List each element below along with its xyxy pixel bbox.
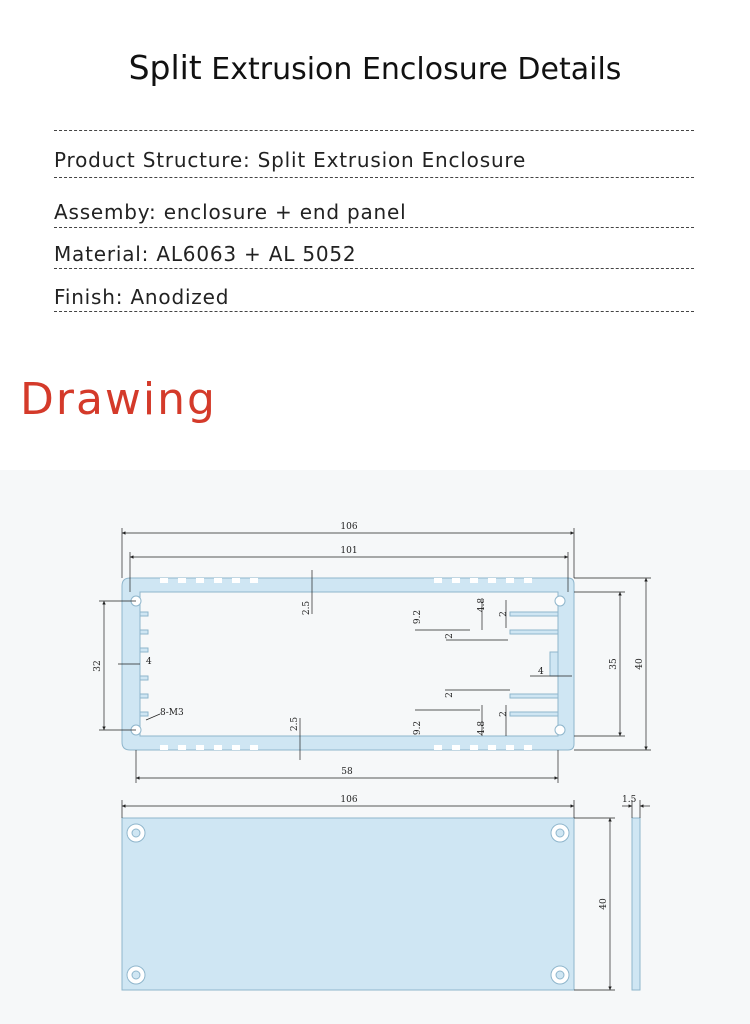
dim-height-inner: 35 xyxy=(609,658,619,670)
spec-value: Anodized xyxy=(130,285,230,309)
spec-sep: : xyxy=(115,285,124,309)
dim-width-inner: 101 xyxy=(340,546,358,556)
spec-sep: : xyxy=(149,200,157,224)
dim-panel-width: 106 xyxy=(340,795,358,805)
end-panel-plate xyxy=(122,818,574,990)
spec-label: Product Structure xyxy=(54,148,243,172)
spec-label: Finish xyxy=(54,285,116,309)
spec-value: Split Extrusion Enclosure xyxy=(257,148,527,172)
dim-rail-bottom-offset: 9.2 xyxy=(413,720,423,736)
dim-height-outer: 40 xyxy=(635,658,645,670)
spec-value: AL6063 + AL 5052 xyxy=(156,242,357,266)
end-panel-side xyxy=(632,818,640,990)
dim-slot-width-right: 4 xyxy=(538,667,544,677)
dim-slot-width-left: 4 xyxy=(146,657,152,667)
dim-panel-height: 40 xyxy=(599,898,609,910)
dim-wall-top: 2.5 xyxy=(302,600,312,616)
dim-rail-top-offset: 9.2 xyxy=(413,609,423,625)
dim-rail-bottom-gap: 4.8 xyxy=(477,720,487,736)
screw-note: 8-M3 xyxy=(160,708,184,718)
dim-rail-top-small-b: 2 xyxy=(445,633,455,639)
profile-ribs xyxy=(140,609,558,716)
title-emphasis: Split xyxy=(128,48,202,87)
dim-slot-span: 32 xyxy=(93,660,103,672)
spec-sep: : xyxy=(242,148,251,172)
end-panel xyxy=(122,818,574,990)
dim-width-outer: 106 xyxy=(340,522,358,532)
spec-label: Material xyxy=(54,242,142,266)
dim-rail-top-gap: 4.8 xyxy=(477,597,487,613)
dim-rail-bottom-small-a: 2 xyxy=(499,711,509,717)
title-rest: Extrusion Enclosure Details xyxy=(201,52,622,87)
spec-value: enclosure + end panel xyxy=(163,200,407,224)
dim-wall-bottom: 2.5 xyxy=(290,716,300,732)
section-heading: Drawing xyxy=(20,374,217,425)
dim-bottom-span: 58 xyxy=(341,767,353,777)
dim-panel-thickness: 1.5 xyxy=(622,795,637,805)
dim-rail-top-small-a: 2 xyxy=(499,611,509,617)
dim-rail-bottom-small-b: 2 xyxy=(445,692,455,698)
spec-sep: : xyxy=(141,242,150,266)
spec-label: Assemby xyxy=(54,200,149,224)
